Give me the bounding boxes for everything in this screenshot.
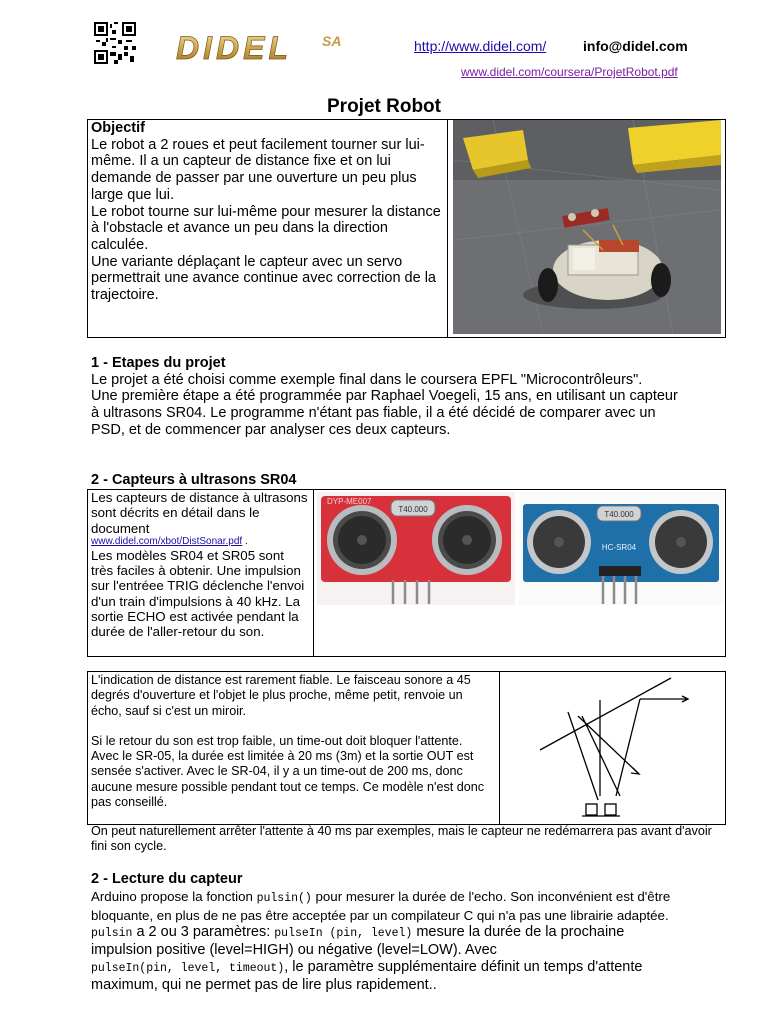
section-capteurs-heading: 2 - Capteurs à ultrasons SR04	[91, 472, 297, 488]
objectif-text	[91, 120, 443, 304]
section-etapes-line: Une première étape a été programmée par Raphael Voegeli, 15 ans, en utilisant un capteur	[91, 388, 678, 405]
robot-photo	[453, 120, 721, 334]
fiabilite-divider	[499, 672, 500, 824]
section-etapes	[91, 355, 731, 439]
lecture-line: impulsion positive (level=HIGH) ou négative (level=LOW). Avec	[91, 942, 497, 958]
lecture-line: bloquante, en plus de ne pas être acceptée par un compilateur C qui n'a pas une librairie adaptée.	[91, 908, 669, 923]
capteurs-text	[91, 490, 309, 640]
capteurs-divider	[313, 490, 314, 656]
fiabilite-paragraph: L'indication de distance est rarement fiable. Le faisceau sonore a 45 degrés d'ouverture et l'objet le plus proche, même petit, renvoie un écho, sauf si c'est un miroir.	[91, 673, 471, 718]
lecture-line: maximum, qui ne permet pas de lire plus rapidement..	[91, 977, 437, 993]
sensor-dyp-me007-photo	[317, 492, 515, 605]
section-etapes-line: Le projet a été choisi comme exemple final dans le coursera EPFL "Microcontrôleurs".	[91, 371, 643, 388]
fiabilite-text	[91, 673, 491, 810]
section-etapes-line: PSD, et de commencer par analyser ces deux capteurs.	[91, 421, 451, 438]
code-pulsin-short: pulsin	[91, 927, 133, 940]
code-pulsein-3: pulseIn(pin, level, timeout)	[91, 962, 285, 975]
objectif-table	[87, 119, 726, 338]
objectif-paragraph: Le robot a 2 roues et peut facilement tourner sur lui-même. Il a un capteur de distance fixe et on lui demande de passer par une ouverture un peu plus large que lui.	[91, 136, 425, 203]
fiabilite-table	[87, 671, 726, 825]
text-run: a 2 ou 3 paramètres:	[132, 924, 275, 940]
objectif-divider	[447, 120, 448, 337]
svg-text:T40.000: T40.000	[398, 505, 428, 514]
capteurs-intro: Les capteurs de distance à ultrasons sont décrits en détail dans le document	[91, 490, 308, 536]
didel-logo	[172, 30, 352, 64]
link-suffix: .	[242, 535, 248, 547]
qr-code	[94, 22, 136, 64]
section-etapes-line: à ultrasons SR04. Le programme n'étant pas fiable, il a été décidé de comparer avec un	[91, 405, 656, 422]
section-lecture-heading: 2 - Lecture du capteur	[91, 871, 243, 887]
lecture-line	[91, 888, 731, 907]
svg-text:DYP-ME007: DYP-ME007	[327, 497, 372, 506]
objectif-paragraph: Une variante déplaçant le capteur avec un servo permettrait une avance continue avec correction de la trajectoire.	[91, 253, 436, 304]
lecture-line	[91, 924, 731, 942]
text-run: , le paramètre supplémentaire définit un temps d'attente	[284, 959, 643, 975]
email-address: info@didel.com	[583, 38, 688, 54]
code-pulsein-2: pulseIn (pin, level)	[274, 927, 413, 940]
sensor-hc-sr04-photo	[519, 492, 723, 605]
objectif-heading: Objectif	[91, 120, 145, 136]
text-run: Arduino propose la fonction	[91, 889, 257, 904]
svg-text:T40.000: T40.000	[604, 510, 634, 519]
svg-text:HC-SR04: HC-SR04	[601, 543, 637, 552]
page-title: Projet Robot	[327, 96, 441, 117]
capteurs-description: Les modèles SR04 et SR05 sont très faciles à obtenir. Une impulsion sur l'entréee TRIG déclenche l'envoi d'un train d'impulsions à 40 kHz. La sortie ECHO est activée pendant la durée de l'aller-retour du son.	[91, 547, 305, 640]
text-run: pour mesurer la durée de l'echo. Son inconvénient est d'être	[311, 889, 671, 904]
fiabilite-paragraph: Si le retour du son est trop faible, un time-out doit bloquer l'attente. Avec le SR-05, la durée est limitée à 20 ms (3m) et la sortie OUT est sensée s'activer. Avec le SR-04, il y a un time-out de 200 ms, donc aucune mesure possible pendant tout ce temps. Ce modèle n'est donc pas conseillé.	[91, 733, 485, 810]
lecture-line	[91, 959, 731, 977]
distsonar-link[interactable]: www.didel.com/xbot/DistSonar.pdf	[91, 535, 243, 547]
code-pulsin: pulsin()	[256, 892, 312, 905]
capteurs-table	[87, 489, 726, 657]
section-etapes-heading: 1 - Etapes du projet	[91, 355, 226, 371]
website-link[interactable]: http://www.didel.com/	[414, 38, 547, 54]
sonar-beam-diagram	[508, 672, 718, 824]
svg-text:SA: SA	[322, 33, 342, 49]
svg-text:DIDEL: DIDEL	[176, 30, 292, 64]
section-lecture	[91, 871, 731, 994]
pdf-link[interactable]: www.didel.com/coursera/ProjetRobot.pdf	[461, 65, 678, 79]
fiabilite-note: On peut naturellement arrêter l'attente à 40 ms par exemples, mais le capteur ne redémarrera pas avant d'avoir fini son cycle.	[91, 824, 712, 854]
text-run: mesure la durée de la prochaine	[412, 924, 625, 940]
objectif-paragraph: Le robot tourne sur lui-même pour mesurer la distance à l'obstacle et avance un peu dans la direction calculée.	[91, 203, 441, 253]
